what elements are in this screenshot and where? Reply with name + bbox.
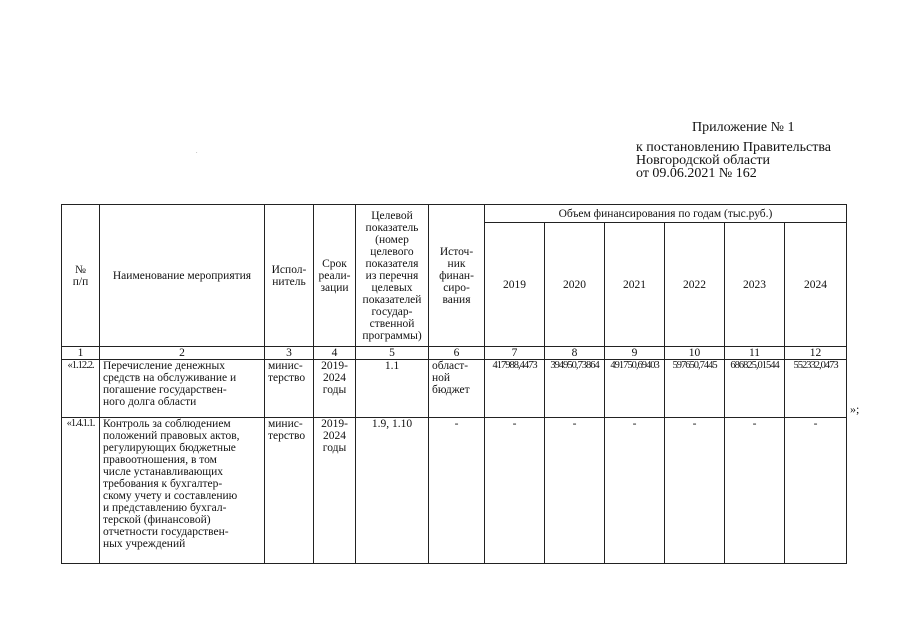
header-term: Срок реали- зации [314,205,356,347]
row-value: 597650,7445 [665,360,725,418]
appendix-region-line: Новгородской области [636,153,770,168]
row-num: «1.12.2. [62,360,100,418]
column-number: 3 [265,347,314,360]
funding-table [61,204,847,564]
row-target: 1.9, 1.10 [356,418,429,564]
row-value: 394950,73864 [545,360,605,418]
appendix-title: Приложение № 1 [692,120,795,135]
column-number: 7 [485,347,545,360]
header-year: 2019 [485,223,545,347]
column-number: 1 [62,347,100,360]
row-value: - [725,418,785,564]
table-row [62,418,847,564]
row-source: област- ной бюджет [429,360,485,418]
header-year: 2024 [785,223,847,347]
column-number: 2 [100,347,265,360]
column-number: 9 [605,347,665,360]
row-executor: минис- терство [265,418,314,564]
column-number: 4 [314,347,356,360]
column-number: 10 [665,347,725,360]
header-source: Источ- ник финан- сиро- вания [429,205,485,347]
row-value: 491750,69403 [605,360,665,418]
column-number: 8 [545,347,605,360]
column-number: 5 [356,347,429,360]
header-target: Целевой показатель (номер целевого показателя из перечня целевых показателей государ- ственной программы) [356,205,429,347]
row-source: - [429,418,485,564]
row-name: Перечисление денежных средств на обслуживание и погашение государствен- ного долга области [100,360,265,418]
header-year: 2021 [605,223,665,347]
row-num: «1.4.1.1. [62,418,100,564]
header-name: Наименование мероприятия [100,205,265,347]
row-value: - [785,418,847,564]
row-value: - [665,418,725,564]
scan-speck: . [196,149,198,155]
row-term: 2019- 2024 годы [314,360,356,418]
row-value: 686825,01544 [725,360,785,418]
closing-quote-mark: »; [850,402,860,416]
header-year: 2020 [545,223,605,347]
row-executor: минис- терство [265,360,314,418]
header-year: 2022 [665,223,725,347]
appendix-date-line: от 09.06.2021 № 162 [636,166,757,181]
row-value: 417988,4473 [485,360,545,418]
column-number: 6 [429,347,485,360]
row-term: 2019- 2024 годы [314,418,356,564]
row-target: 1.1 [356,360,429,418]
row-value: 552332,0473 [785,360,847,418]
column-number: 12 [785,347,847,360]
header-funding: Объем финансирования по годам (тыс.руб.) [485,205,847,223]
header-executor: Испол- нитель [265,205,314,347]
column-number: 11 [725,347,785,360]
header-year: 2023 [725,223,785,347]
appendix-decree-line: к постановлению Правительства [636,140,832,155]
row-name: Контроль за соблюдением положений правовых актов, регулирующих бюджетные правоотношения, в том числе устанавливающих требования к бухгалтер- скому учету и составлению и представлению бухгал- терской (финансовой) отчетности государствен- ных учреждений [100,418,265,564]
row-value: - [485,418,545,564]
header-num: № п/п [62,205,100,347]
table-row [62,360,847,418]
row-value: - [605,418,665,564]
row-value: - [545,418,605,564]
